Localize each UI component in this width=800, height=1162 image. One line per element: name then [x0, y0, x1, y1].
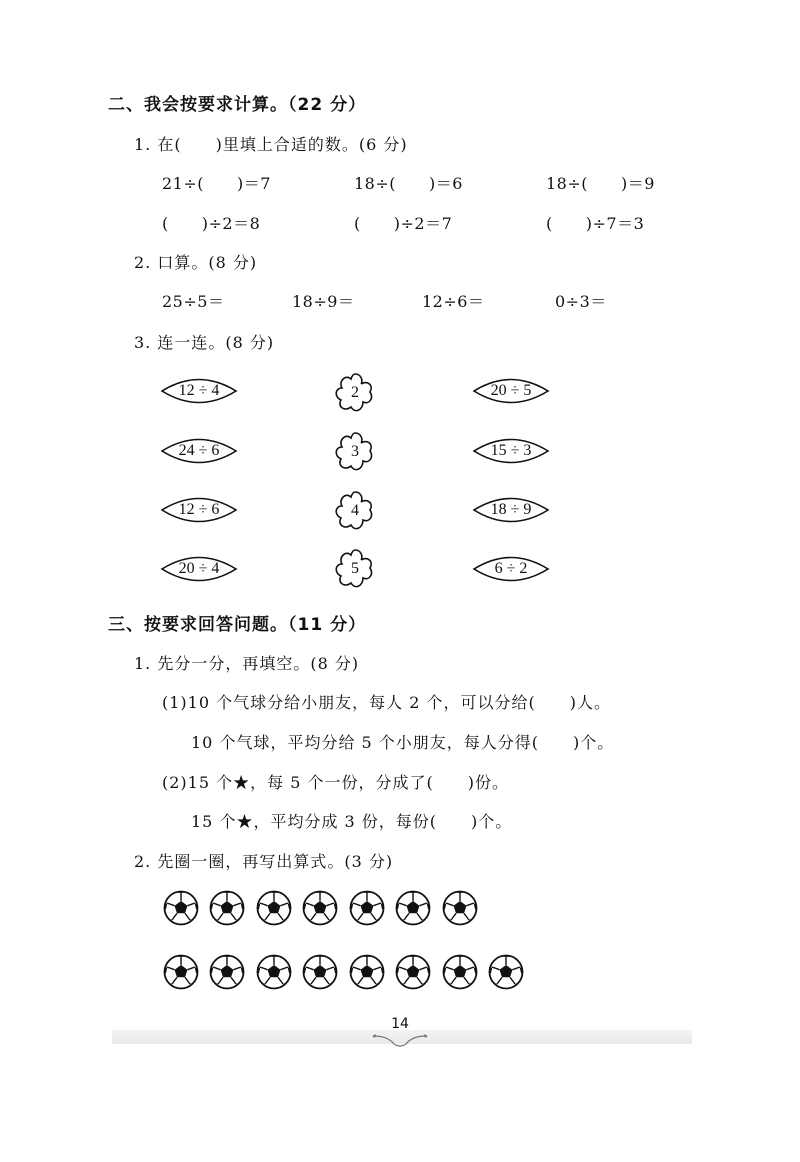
- mental-math-item[interactable]: 25÷5＝: [162, 292, 225, 311]
- flower-label: 4: [351, 502, 359, 519]
- flower-label: 2: [351, 384, 359, 401]
- soccer-ball-icon: [163, 954, 199, 990]
- leaf-label: 20 ÷ 4: [178, 560, 220, 577]
- leaf-label: 12 ÷ 4: [178, 382, 220, 399]
- soccer-ball-icon: [256, 890, 292, 926]
- soccer-ball-icon: [209, 890, 245, 926]
- leaf-card[interactable]: [160, 552, 238, 586]
- s2-q3-title: 3. 连一连。(8 分): [134, 333, 275, 352]
- s3-q1-line[interactable]: 10 个气球，平均分给 5 个小朋友，每人分得( )个。: [191, 733, 615, 752]
- s3-q2-title: 2. 先圈一圈，再写出算式。(3 分): [134, 852, 394, 871]
- soccer-ball-icon: [209, 954, 245, 990]
- flower-label: 5: [351, 560, 359, 577]
- soccer-ball-icon: [302, 890, 338, 926]
- leaf-card[interactable]: [472, 493, 550, 527]
- leaf-card[interactable]: [160, 434, 238, 468]
- leaf-card[interactable]: [472, 434, 550, 468]
- soccer-ball-icon: [256, 954, 292, 990]
- soccer-ball-icon: [395, 954, 431, 990]
- mental-math-item[interactable]: 0÷3＝: [555, 292, 607, 311]
- leaf-label: 15 ÷ 3: [490, 442, 532, 459]
- fill-blank-eq[interactable]: ( )÷2＝7: [354, 214, 453, 233]
- flower-label: 3: [351, 443, 359, 460]
- flower-card[interactable]: [332, 546, 378, 592]
- soccer-ball-icon: [349, 954, 385, 990]
- footer-ornament-icon: [370, 1030, 430, 1050]
- mental-math-item[interactable]: 18÷9＝: [292, 292, 355, 311]
- flower-card[interactable]: [332, 370, 378, 416]
- fill-blank-eq[interactable]: 18÷( )＝9: [546, 174, 655, 193]
- leaf-label: 20 ÷ 5: [490, 382, 532, 399]
- mental-math-item[interactable]: 12÷6＝: [422, 292, 485, 311]
- flower-card[interactable]: [332, 429, 378, 475]
- fill-blank-eq[interactable]: ( )÷2＝8: [162, 214, 261, 233]
- soccer-ball-icon: [302, 954, 338, 990]
- s3-q1-title: 1. 先分一分，再填空。(8 分): [134, 654, 360, 673]
- soccer-ball-icon: [442, 954, 478, 990]
- leaf-label: 24 ÷ 6: [178, 442, 220, 459]
- soccer-ball-icon: [395, 890, 431, 926]
- soccer-ball-icon: [442, 890, 478, 926]
- section2-title: 二、我会按要求计算。（22 分）: [108, 95, 367, 115]
- leaf-label: 6 ÷ 2: [494, 560, 528, 577]
- leaf-label: 12 ÷ 6: [178, 501, 220, 518]
- soccer-ball-icon: [349, 890, 385, 926]
- s2-q2-title: 2. 口算。(8 分): [134, 253, 258, 272]
- leaf-card[interactable]: [160, 493, 238, 527]
- s2-q1-title: 1. 在( )里填上合适的数。(6 分): [134, 135, 408, 154]
- s3-q1-line[interactable]: (1)10 个气球分给小朋友，每人 2 个，可以分给( )人。: [162, 693, 611, 712]
- fill-blank-eq[interactable]: ( )÷7＝3: [546, 214, 645, 233]
- s3-q1-line[interactable]: (2)15 个★，每 5 个一份，分成了( )份。: [162, 773, 509, 792]
- flower-card[interactable]: [332, 488, 378, 534]
- fill-blank-eq[interactable]: 18÷( )＝6: [354, 174, 463, 193]
- fill-blank-eq[interactable]: 21÷( )＝7: [162, 174, 271, 193]
- section3-title: 三、按要求回答问题。（11 分）: [108, 615, 367, 635]
- leaf-card[interactable]: [160, 374, 238, 408]
- s3-q1-line[interactable]: 15 个★，平均分成 3 份，每份( )个。: [191, 812, 513, 831]
- leaf-card[interactable]: [472, 552, 550, 586]
- leaf-label: 18 ÷ 9: [490, 501, 532, 518]
- soccer-ball-icon: [488, 954, 524, 990]
- soccer-ball-icon: [163, 890, 199, 926]
- leaf-card[interactable]: [472, 374, 550, 408]
- page-number: 14: [391, 1016, 409, 1032]
